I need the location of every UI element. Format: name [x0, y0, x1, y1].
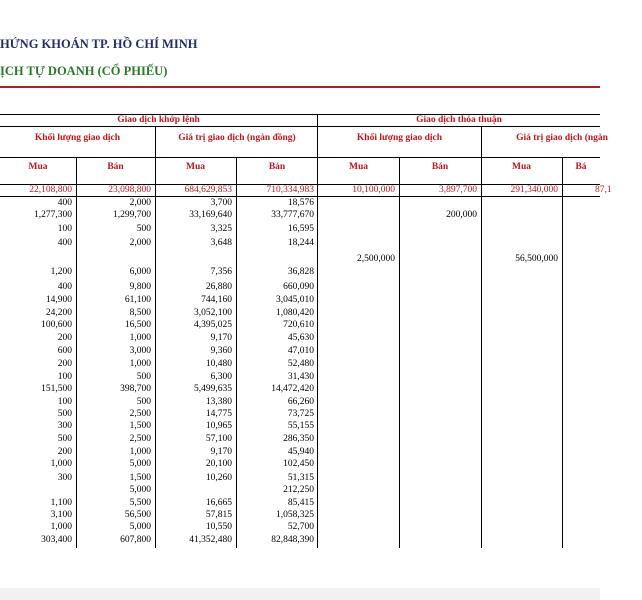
table-cell: 3,648 [210, 238, 232, 248]
group-header-negotiated: Giao dịch thỏa thuận [416, 115, 502, 125]
table-cell: 200 [57, 333, 72, 343]
table-cell: 9,170 [210, 447, 232, 457]
table-cell: 9,360 [210, 346, 232, 356]
table-cell: 1,500 [129, 421, 151, 431]
table-cell: 1,000 [129, 333, 151, 343]
table-cell: 85,415 [287, 498, 314, 508]
column-header-sell-3: Bán [431, 162, 449, 172]
table-cell: 45,630 [287, 333, 314, 343]
table-cell: 5,000 [129, 522, 151, 532]
table-cell: 56,500,000 [515, 254, 558, 264]
table-cell: 57,100 [205, 434, 232, 444]
table-cell: 100 [57, 224, 72, 234]
table-cell: 82,848,390 [271, 535, 314, 545]
table-cell: 1,100 [50, 498, 72, 508]
totals-cell: 710,334,983 [266, 185, 314, 195]
table-cell: 31,430 [287, 372, 314, 382]
table-cell: 400 [57, 198, 72, 208]
table-cell: 5,500 [129, 498, 151, 508]
table-cell: 66,260 [287, 397, 314, 407]
table-cell: 100 [57, 372, 72, 382]
table-cell: 52,700 [287, 522, 314, 532]
subgroup-header-negotiated-volume: Khối lượng giao dịch [356, 133, 443, 143]
table-cell: 16,595 [287, 224, 314, 234]
table-cell: 1,000 [129, 359, 151, 369]
body-column-divider-4 [399, 196, 400, 548]
body-column-divider-5 [481, 196, 482, 548]
table-cell: 10,260 [205, 473, 232, 483]
group-divider [317, 114, 318, 196]
totals-cell: 684,629,853 [184, 185, 232, 195]
table-cell: 41,352,480 [189, 535, 232, 545]
table-cell: 102,450 [283, 459, 314, 469]
report-title: ỊCH TỰ DOANH (CỔ PHIẾU) [0, 64, 168, 78]
table-cell: 16,665 [205, 498, 232, 508]
table-cell: 500 [57, 409, 72, 419]
table-cell: 200 [57, 359, 72, 369]
table-cell: 286,350 [283, 434, 314, 444]
column-header-sell-2: Bán [268, 162, 286, 172]
table-cell: 8,500 [129, 308, 151, 318]
table-cell: 500 [136, 372, 151, 382]
table-cell: 212,250 [283, 485, 314, 495]
table-cell: 5,499,635 [194, 384, 232, 394]
table-cell: 1,000 [50, 459, 72, 469]
table-cell: 14,472,420 [271, 384, 314, 394]
table-cell: 6,000 [129, 267, 151, 277]
table-cell: 200 [57, 447, 72, 457]
table-cell: 33,169,640 [189, 210, 232, 220]
totals-cell: 3,897,700 [439, 185, 477, 195]
table-cell: 200,000 [446, 210, 477, 220]
table-cell: 16,500 [124, 320, 151, 330]
table-cell: 303,400 [41, 535, 72, 545]
table-cell: 36,828 [287, 267, 314, 277]
group-header-matched: Giao dịch khớp lệnh [117, 115, 200, 125]
table-cell: 2,000 [129, 198, 151, 208]
table-cell: 18,576 [287, 198, 314, 208]
table-cell: 744,160 [201, 295, 232, 305]
table-cell: 26,880 [205, 282, 232, 292]
totals-cell: 23,098,800 [108, 185, 151, 195]
organization-title: HỨNG KHOÁN TP. HỒ CHÍ MINH [0, 37, 198, 51]
table-cell: 6,300 [210, 372, 232, 382]
table-cell: 1,500 [129, 473, 151, 483]
table-cell: 2,500 [129, 409, 151, 419]
table-cell: 3,052,100 [194, 308, 232, 318]
table-cell: 5,000 [129, 485, 151, 495]
totals-cell: 291,340,000 [510, 185, 558, 195]
column-header-buy-2: Mua [186, 162, 205, 172]
table-cell: 500 [136, 224, 151, 234]
subgroup-header-matched-value: Giá trị giao dịch (ngàn đồng) [178, 133, 296, 143]
table-cell: 7,356 [210, 267, 232, 277]
table-cell: 100 [57, 397, 72, 407]
totals-cell: 22,108,800 [29, 185, 72, 195]
totals-cell: 87,1 [595, 185, 612, 195]
table-cell: 1,058,325 [276, 510, 314, 520]
group-header-border [0, 126, 600, 127]
table-cell: 5,000 [129, 459, 151, 469]
totals-border [0, 196, 600, 197]
table-cell: 56,500 [124, 510, 151, 520]
table-cell: 3,700 [210, 198, 232, 208]
table-cell: 51,315 [287, 473, 314, 483]
body-column-divider-6 [562, 196, 563, 548]
table-cell: 400 [57, 282, 72, 292]
table-cell: 1,299,700 [113, 210, 151, 220]
table-cell: 9,170 [210, 333, 232, 343]
column-header-sell-4: Bá [575, 162, 587, 172]
table-cell: 3,045,010 [276, 295, 314, 305]
table-cell: 398,700 [120, 384, 151, 394]
table-cell: 57,815 [205, 510, 232, 520]
column-header-sell-1: Bán [107, 162, 124, 172]
subgroup-header-border [0, 157, 600, 158]
subgroup-header-matched-volume: Khối lượng giao dịch [34, 133, 121, 143]
column-header-buy-4: Mua [512, 162, 531, 172]
table-cell: 13,380 [205, 397, 232, 407]
table-cell: 1,080,420 [276, 308, 314, 318]
table-cell: 1,000 [50, 522, 72, 532]
table-cell: 33,777,670 [271, 210, 314, 220]
table-cell: 10,480 [205, 359, 232, 369]
table-cell: 607,800 [120, 535, 151, 545]
column-header-buy-3: Mua [349, 162, 368, 172]
table-cell: 1,000 [129, 447, 151, 457]
table-cell: 500 [57, 434, 72, 444]
table-cell: 10,550 [205, 522, 232, 532]
table-cell: 151,500 [41, 384, 72, 394]
table-cell: 61,100 [124, 295, 151, 305]
table-cell: 500 [136, 397, 151, 407]
table-cell: 100,600 [41, 320, 72, 330]
table-cell: 1,200 [50, 267, 72, 277]
table-cell: 47,010 [287, 346, 314, 356]
table-cell: 3,325 [210, 224, 232, 234]
table-cell: 10,965 [205, 421, 232, 431]
table-cell: 300 [57, 473, 72, 483]
table-cell: 18,244 [287, 238, 314, 248]
table-cell: 73,725 [287, 409, 314, 419]
table-cell: 4,395,025 [194, 320, 232, 330]
subgroup-header-negotiated-value: Giá trị giao dịch (ngàn [516, 133, 608, 143]
table-cell: 2,500 [129, 434, 151, 444]
totals-cell: 10,100,000 [352, 185, 395, 195]
table-cell: 3,000 [129, 346, 151, 356]
table-cell: 720,610 [283, 320, 314, 330]
table-cell: 400 [57, 238, 72, 248]
table-cell: 14,775 [205, 409, 232, 419]
bottom-edge [0, 588, 600, 600]
table-cell: 300 [57, 421, 72, 431]
table-cell: 2,000 [129, 238, 151, 248]
table-cell: 14,900 [45, 295, 72, 305]
table-cell: 9,800 [129, 282, 151, 292]
table-cell: 3,100 [50, 510, 72, 520]
title-divider [0, 86, 600, 88]
table-cell: 600 [57, 346, 72, 356]
table-cell: 52,480 [287, 359, 314, 369]
table-cell: 55,155 [287, 421, 314, 431]
table-cell: 1,277,300 [34, 210, 72, 220]
table-cell: 20,100 [205, 459, 232, 469]
column-header-buy-1: Mua [28, 162, 48, 172]
body-column-divider-3 [317, 196, 318, 548]
table-cell: 660,090 [283, 282, 314, 292]
table-cell: 24,200 [45, 308, 72, 318]
table-cell: 45,940 [287, 447, 314, 457]
table-cell: 2,500,000 [357, 254, 395, 264]
